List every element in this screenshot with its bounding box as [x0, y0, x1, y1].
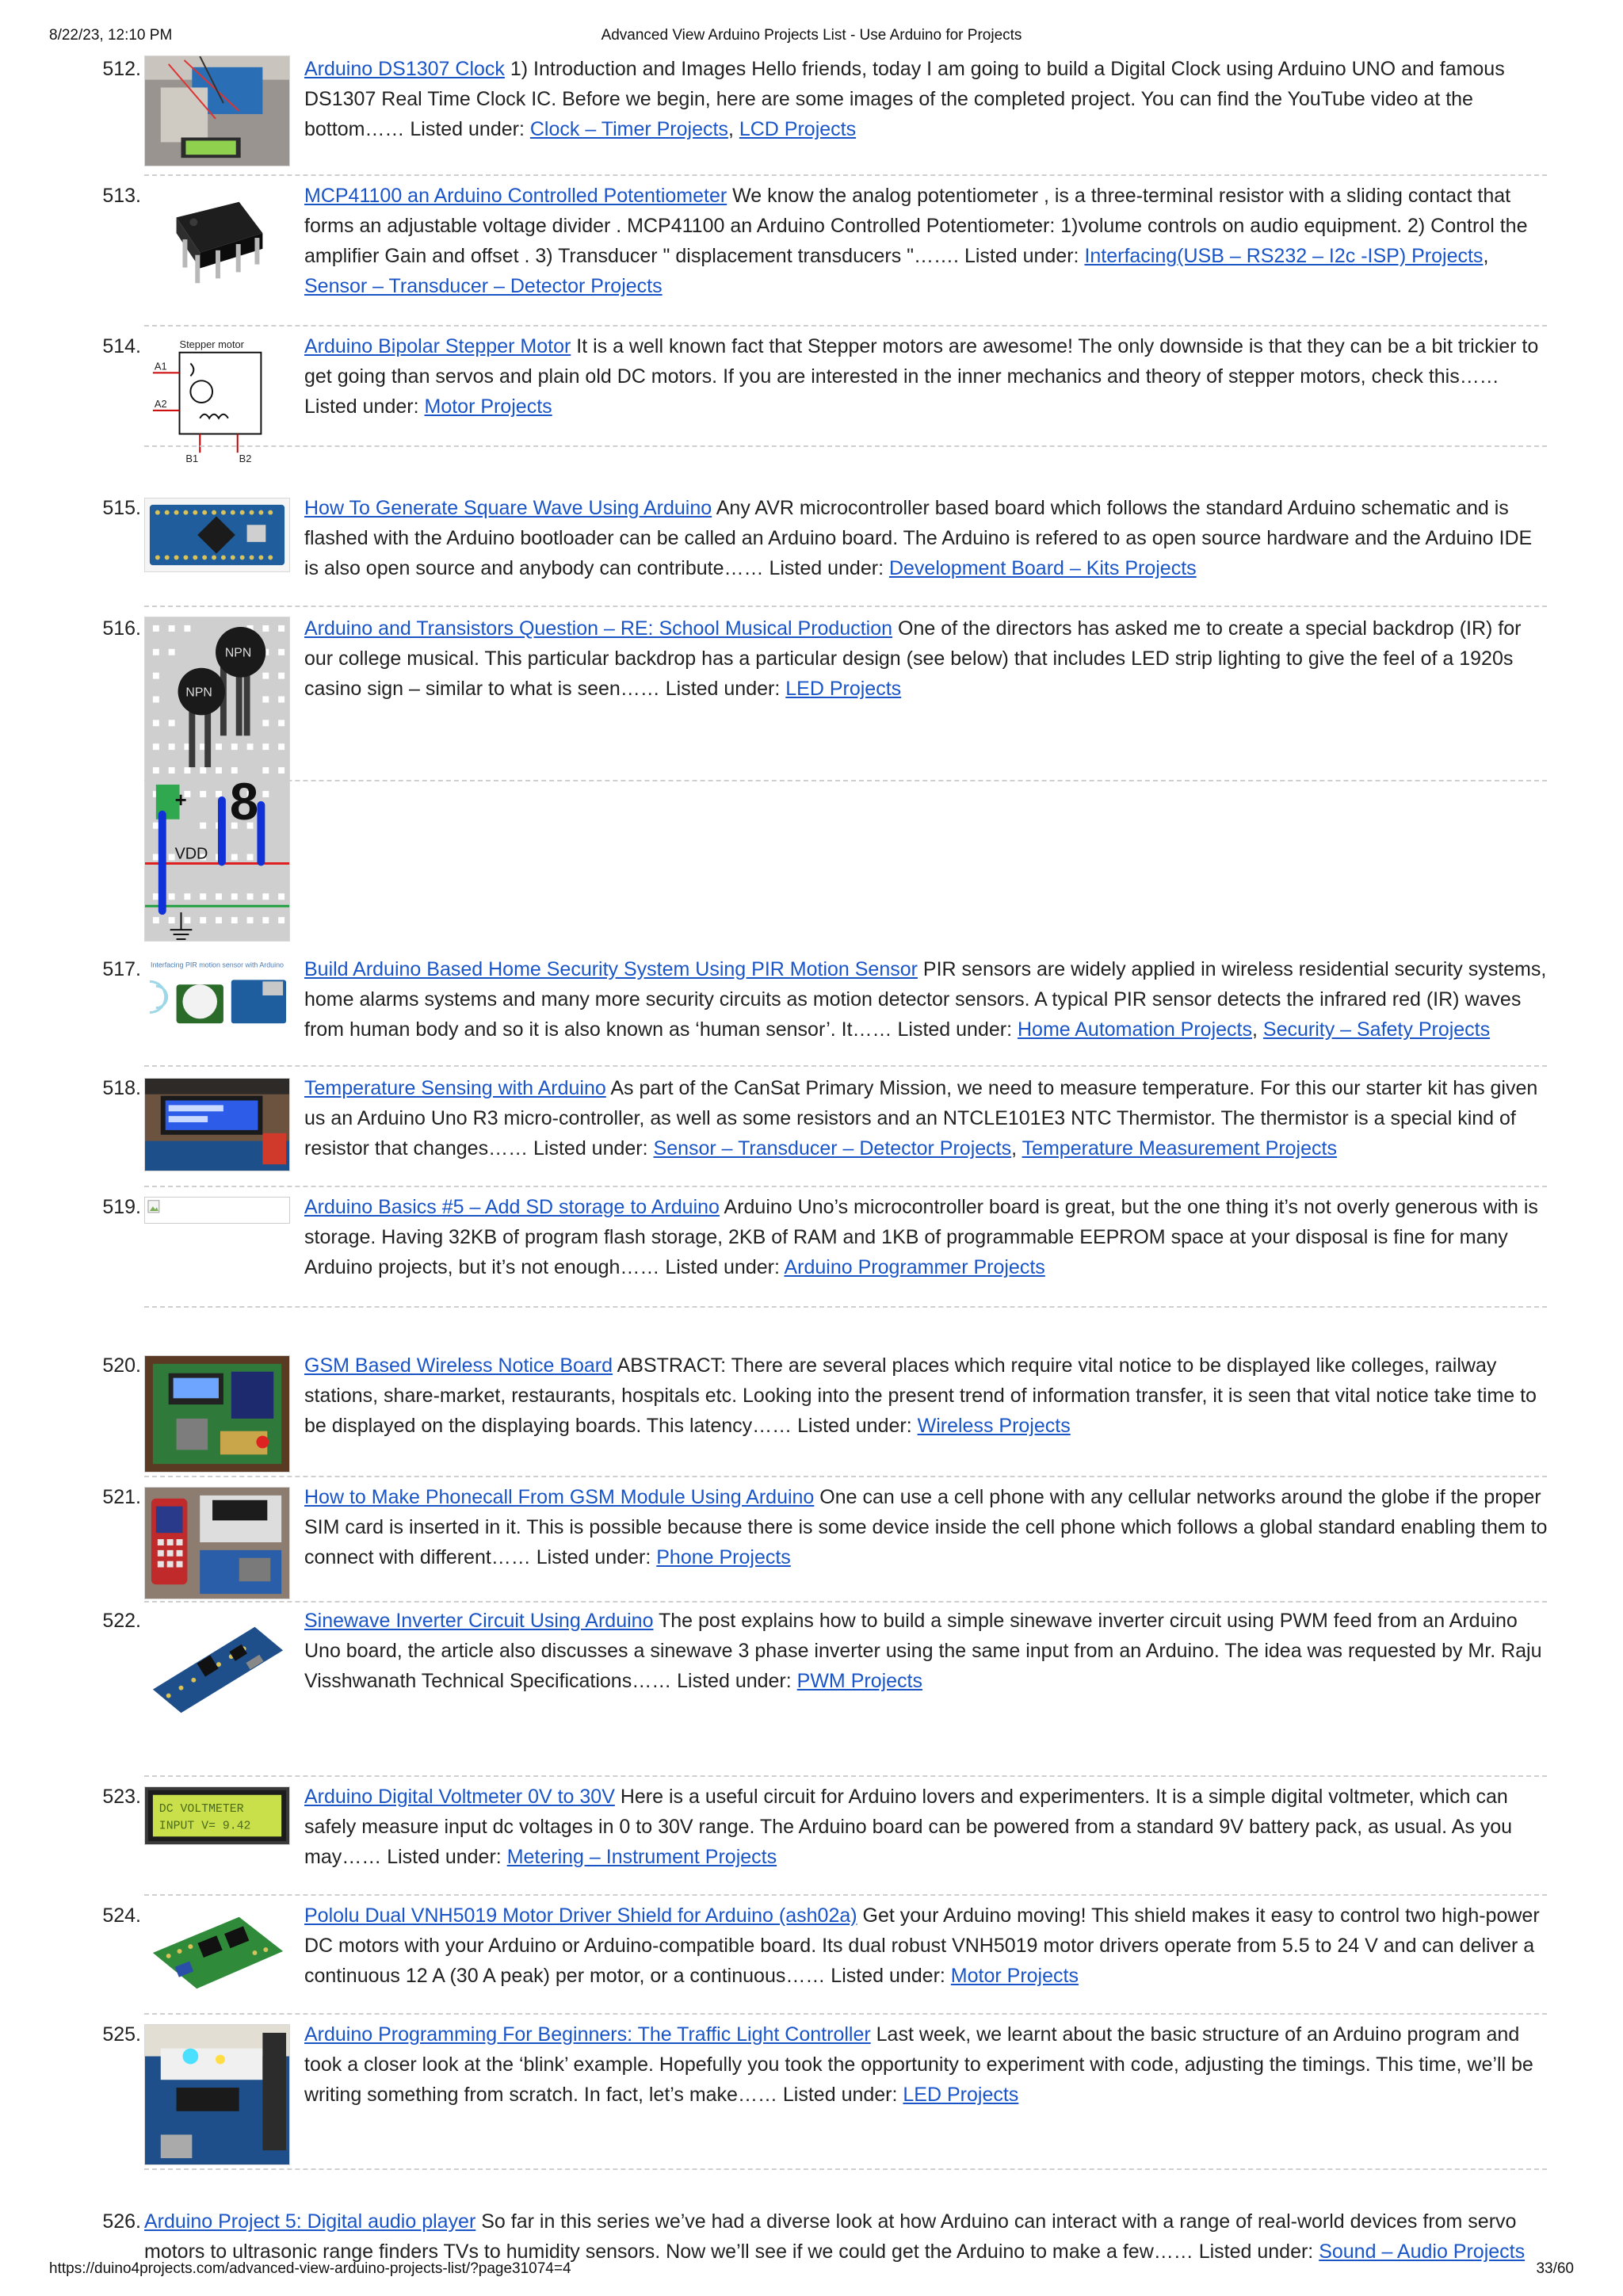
project-description: Any AVR microcontroller based board which follows the standard Arduino schematic and is flashed with the Arduino bootloader can be called an Arduino board. The Arduino is refered to as open source hardware and the Arduino IDE is also open source and anybody can contribute……	[304, 497, 1533, 579]
category-links: Clock – Timer Projects, LCD Projects	[529, 118, 857, 140]
item-separator	[144, 1476, 1547, 1477]
item-number: 523.	[102, 1786, 141, 1808]
category-link[interactable]: Metering – Instrument Projects	[506, 1846, 777, 1868]
thumbnail-label: Stepper motor	[179, 338, 244, 350]
category-links	[1319, 2241, 1525, 2263]
item-number: 514.	[102, 335, 141, 357]
item-text	[304, 493, 1549, 583]
category-links	[785, 678, 901, 700]
item-text	[304, 954, 1549, 1045]
thumbnail-label: INPUT V= 9.42	[158, 1820, 251, 1833]
item-text	[304, 181, 1549, 301]
print-date: 8/22/23, 12:10 PM	[49, 27, 173, 44]
item-separator	[144, 1775, 1547, 1777]
thumbnail-label: NPN	[224, 646, 252, 660]
thumbnail-label: 8	[229, 772, 259, 831]
category-link[interactable]: Sound – Audio Projects	[1319, 2241, 1526, 2263]
listed-under-label: Listed under:	[304, 395, 419, 418]
project-description: Last week, we learnt about the basic structure of an Arduino program and took a closer look at the ‘blink’ example. Hopefully you took the opportunity to experiment with code, adjusting the timings. This time, we’ll be writing something from scratch. In fact, let’s make……	[304, 2023, 1533, 2106]
item-text	[304, 1482, 1549, 1572]
project-thumbnail[interactable]	[144, 957, 290, 1032]
thumbnail-label: +	[174, 789, 187, 812]
category-links	[784, 1256, 1044, 1278]
project-title-link[interactable]: Pololu Dual VNH5019 Motor Driver Shield for Arduino (ash02a)	[304, 1904, 857, 1927]
thumbnail-label: A2	[154, 397, 167, 410]
item-text	[304, 1606, 1549, 1696]
project-description: It is a well known fact that Stepper motors are awesome! The only downside is that they can be a bit trickier to get going than servos and plain old DC motors. If you are interested in the inner mechanics and theory of stepper motors, check this……	[304, 335, 1539, 388]
category-link[interactable]: Security – Safety Projects	[1262, 1018, 1491, 1041]
item-text	[304, 1350, 1549, 1441]
project-description: PIR sensors are widely applied in wireless residential security systems, home alarms systems and many more security circuits as motion detector sensors. A typical PIR sensor detects the infrared red (IR) waves from human body and so it is also known as ‘human sensor’. It……	[304, 958, 1547, 1041]
project-description: Arduino Uno’s microcontroller board is great, but the one thing it’s not overly generous with is storage. Having 32KB of program flash storage, 2KB of RAM and 1KB of programmable EEPROM space at your disposal is fine for many Arduino projects, but it’s not enough……	[304, 1196, 1538, 1278]
item-separator	[144, 606, 1547, 607]
item-number: 524.	[102, 1904, 141, 1927]
thumbnail-label: A1	[154, 360, 167, 372]
thumbnail-label: B2	[239, 453, 252, 465]
thumbnail-label: DC VOLTMETER	[158, 1803, 244, 1817]
project-thumbnail[interactable]	[144, 617, 290, 942]
listed-under-label: Listed under:	[831, 1965, 945, 1987]
category-links: Interfacing(USB – RS232 – I2c -ISP) Projects, Sensor – Transducer – Detector Projects	[304, 245, 1489, 297]
category-link[interactable]: Wireless Projects	[917, 1415, 1071, 1437]
item-separator	[144, 1186, 1547, 1187]
project-description: So far in this series we’ve had a diverse look at how Arduino can interact with a range of real-world devices from servo motors to ultrasonic range finders TVs to humidity sensors. Now we’ll see if we could get the Arduino to make a few……	[144, 2210, 1517, 2263]
category-link[interactable]: Sensor – Transducer – Detector Projects	[653, 1137, 1012, 1159]
project-description: One can use a cell phone with any cellular networks around the globe if the proper SIM card is inserted in it. This is possible because there is some device inside the cell phone which follows a global standard enabling them to connect with different……	[304, 1486, 1548, 1568]
listed-under-label: Listed under:	[387, 1846, 502, 1868]
item-number: 512.	[102, 58, 141, 80]
category-link[interactable]: LED Projects	[785, 678, 902, 700]
item-separator	[144, 1601, 1547, 1603]
item-number: 515.	[102, 497, 141, 519]
page-url: https://duino4projects.com/advanced-view-arduino-projects-list/?page31074=4	[49, 2260, 571, 2277]
project-title-link[interactable]: Arduino Programming For Beginners: The Traffic Light Controller	[304, 2023, 871, 2046]
item-text	[304, 331, 1549, 422]
project-thumbnail[interactable]	[144, 1078, 290, 1171]
project-description: Get your Arduino moving! This shield makes it easy to control two high-power DC motors with your Arduino or Arduino-compatible board. Its dual robust VNH5019 motor drivers operate from 5.5 to 24 V and can deliver a continuous 12 A (30 A peak) per motor, or a continuous……	[304, 1904, 1540, 1987]
category-links	[889, 557, 1197, 579]
category-link[interactable]: Motor Projects	[950, 1965, 1079, 1987]
item-text	[304, 1073, 1549, 1163]
category-link[interactable]: Motor Projects	[424, 395, 552, 418]
listed-under-label: Listed under:	[665, 1256, 780, 1278]
item-number: 526.	[102, 2210, 141, 2233]
category-link[interactable]: Phone Projects	[656, 1546, 791, 1568]
category-links	[425, 395, 552, 418]
print-footer	[49, 2260, 1574, 2284]
item-text	[304, 1192, 1549, 1282]
item-text	[304, 54, 1549, 144]
project-title-link[interactable]: GSM Based Wireless Notice Board	[304, 1354, 613, 1377]
category-link[interactable]: Interfacing(USB – RS232 – I2c -ISP) Projects	[1084, 245, 1484, 267]
project-thumbnail[interactable]	[144, 1905, 290, 1999]
project-title-link[interactable]: Arduino Basics #5 – Add SD storage to Arduino	[304, 1196, 720, 1218]
item-separator	[144, 445, 1547, 447]
project-title-link[interactable]: How to Make Phonecall From GSM Module Using Arduino	[304, 1486, 815, 1508]
category-link[interactable]: LCD Projects	[739, 118, 857, 140]
project-thumbnail[interactable]	[144, 185, 290, 296]
item-number: 517.	[102, 958, 141, 980]
listed-under-label: Listed under:	[533, 1137, 648, 1159]
print-header	[49, 27, 1574, 51]
project-title-link[interactable]: Arduino Digital Voltmeter 0V to 30V	[304, 1786, 615, 1808]
thumbnail-label: B1	[185, 453, 199, 465]
project-description: The post explains how to build a simple sinewave inverter circuit using PWM feed from an Arduino Uno board, the article also discusses a sinewave 3 phase inverter using the same input from an Arduino. The idea was requested by Mr. Raju Visshwanath Technical Specifications……	[304, 1610, 1542, 1692]
project-description: One of the directors has asked me to create a special backdrop (IR) for our college musical. This particular backdrop has a particular design (see below) that includes LED strip lighting to give the feel of a 1920s casino sign – similar to what is seen……	[304, 617, 1522, 700]
listed-under-label: Listed under:	[964, 245, 1079, 267]
listed-under-label: Listed under:	[769, 557, 884, 579]
project-thumbnail[interactable]	[144, 498, 290, 572]
item-text	[304, 1901, 1549, 1991]
item-number: 513.	[102, 185, 141, 207]
category-link[interactable]: Arduino Programmer Projects	[784, 1256, 1045, 1278]
project-thumbnail[interactable]	[144, 1197, 290, 1224]
category-links	[797, 1670, 922, 1692]
category-link[interactable]: Sensor – Transducer – Detector Projects	[304, 275, 663, 297]
listed-under-label: Listed under:	[665, 678, 781, 700]
project-description: As part of the CanSat Primary Mission, we need to measure temperature. For this our starter kit has given us an Arduino Uno R3 micro-controller, as well as some resistors and an NTCLE101E3 NTC Thermistor. The thermistor is a special kind of resistor that changes……	[304, 1077, 1538, 1159]
category-links	[656, 1546, 791, 1568]
item-number: 525.	[102, 2023, 141, 2046]
project-title-link[interactable]: Arduino and Transistors Question – RE: School Musical Production	[304, 617, 893, 640]
project-thumbnail[interactable]	[144, 55, 290, 166]
item-separator	[144, 1894, 1547, 1896]
project-thumbnail[interactable]	[144, 1487, 290, 1599]
project-title-link[interactable]: MCP41100 an Arduino Controlled Potentiometer	[304, 185, 727, 207]
category-links: Sensor – Transducer – Detector Projects, Temperature Measurement Projects	[653, 1137, 1337, 1159]
project-description: 1) Introduction and Images Hello friends, today I am going to build a Digital Clock using Arduino UNO and famous DS1307 Real Time Clock IC. Before we begin, here are some images of the completed project. You can find the YouTube video at the bottom……	[304, 58, 1505, 140]
listed-under-label: Listed under:	[897, 1018, 1013, 1041]
item-separator	[144, 780, 1547, 781]
project-title-link[interactable]: Arduino Bipolar Stepper Motor	[304, 335, 571, 357]
category-links	[507, 1846, 777, 1868]
category-link[interactable]: Temperature Measurement Projects	[1022, 1137, 1337, 1159]
listed-under-label: Listed under:	[410, 118, 525, 140]
project-thumbnail[interactable]	[144, 1355, 290, 1473]
item-separator	[144, 1306, 1547, 1308]
thumbnail-label: NPN	[185, 686, 212, 700]
item-separator	[144, 2168, 1547, 2170]
item-text	[304, 1782, 1549, 1872]
category-link[interactable]: Development Board – Kits Projects	[888, 557, 1197, 579]
item-separator	[144, 1065, 1547, 1067]
item-separator	[144, 325, 1547, 327]
item-text	[304, 613, 1549, 704]
project-description: ABSTRACT: There are several places which require vital notice to be displayed like colleges, railway stations, share-market, restaurants, hospitals etc. Looking into the present trend of information transfer, it is seen that vital notice take time to be displayed on the displaying boards. This latency……	[304, 1354, 1537, 1437]
category-links	[903, 2084, 1018, 2106]
project-thumbnail[interactable]	[144, 1610, 290, 1728]
listed-under-label: Listed under:	[782, 2084, 898, 2106]
item-text	[144, 2206, 1549, 2267]
item-number: 521.	[102, 1486, 141, 1508]
item-number: 519.	[102, 1196, 141, 1218]
thumbnail-label: VDD	[174, 845, 208, 863]
category-links	[951, 1965, 1079, 1987]
thumbnail-label: Interfacing PIR motion sensor with Arduino	[150, 961, 285, 969]
project-thumbnail[interactable]	[144, 2024, 290, 2165]
project-title-link[interactable]: Build Arduino Based Home Security System Using PIR Motion Sensor	[304, 958, 918, 980]
page-count: 33/60	[1536, 2260, 1574, 2277]
category-links: Home Automation Projects, Security – Safety Projects	[1018, 1018, 1491, 1041]
listed-under-label: Listed under:	[797, 1415, 912, 1437]
listed-under-label: Listed under:	[677, 1670, 792, 1692]
project-title-link[interactable]: Temperature Sensing with Arduino	[304, 1077, 606, 1099]
project-thumbnail[interactable]	[144, 1786, 290, 1845]
listed-under-label: Listed under:	[536, 1546, 651, 1568]
item-number: 518.	[102, 1077, 141, 1099]
category-link[interactable]: Home Automation Projects	[1018, 1018, 1252, 1041]
project-description: We know the analog potentiometer , is a three-terminal resistor with a sliding contact that forms an adjustable voltage divider . MCP41100 an Arduino Controlled Potentiometer: 1)volume controls on audio equipment. 2) Control the amplifier Gain and offset . 3) Transducer " displacement transducers "…….	[304, 185, 1528, 267]
category-link[interactable]: LED Projects	[903, 2084, 1019, 2106]
category-link[interactable]: PWM Projects	[796, 1670, 923, 1692]
project-title-link[interactable]: Sinewave Inverter Circuit Using Arduino	[304, 1610, 654, 1632]
category-links	[918, 1415, 1071, 1437]
item-separator	[144, 174, 1547, 176]
item-number: 516.	[102, 617, 141, 640]
listed-under-label: Listed under:	[1198, 2241, 1314, 2263]
item-number: 520.	[102, 1354, 141, 1377]
project-description: Here is a useful circuit for Arduino lovers and experimenters. It is a simple digital voltmeter, which can safely measure input dc voltages in 0 to 30V range. The Arduino board can be powered from a standard 9V battery pack, as usual. As you may……	[304, 1786, 1513, 1868]
project-title-link[interactable]: Arduino Project 5: Digital audio player	[144, 2210, 476, 2233]
item-number: 522.	[102, 1610, 141, 1632]
item-text	[304, 2019, 1549, 2110]
project-title-link[interactable]: How To Generate Square Wave Using Arduino	[304, 497, 712, 519]
category-link[interactable]: Clock – Timer Projects	[529, 118, 728, 140]
project-title-link[interactable]: Arduino DS1307 Clock	[304, 58, 505, 80]
print-page-title: Advanced View Arduino Projects List - Use Arduino for Projects	[601, 27, 1022, 44]
item-separator	[144, 2013, 1547, 2015]
